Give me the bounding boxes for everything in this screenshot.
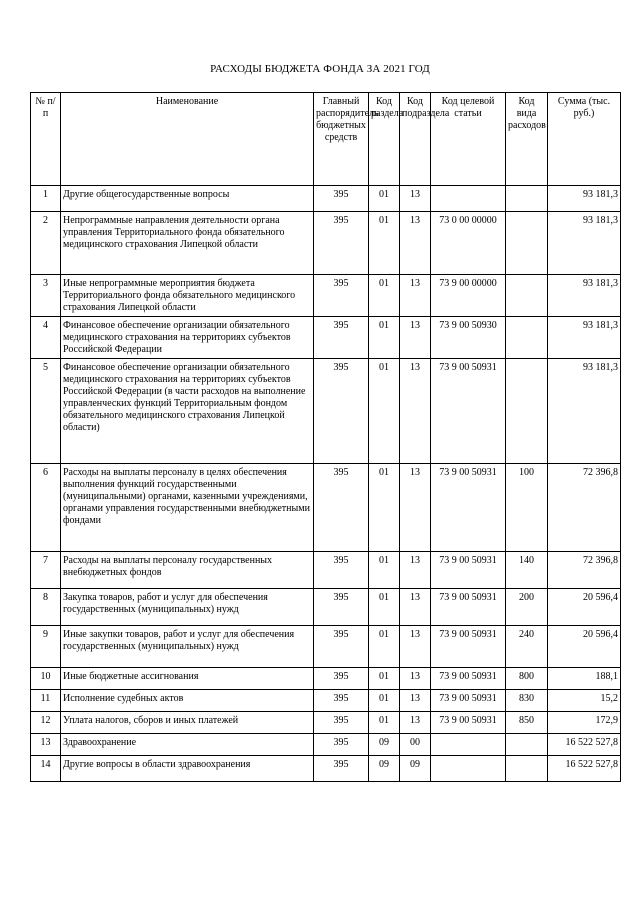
subsection-code-cell: 13	[400, 359, 431, 464]
row-number-cell: 3	[31, 275, 61, 317]
chief-administrator-cell: 395	[314, 734, 369, 756]
chief-administrator-cell: 395	[314, 756, 369, 782]
section-code-cell: 01	[369, 626, 400, 668]
amount-cell: 188,1	[548, 668, 621, 690]
target-article-code-cell	[431, 186, 506, 212]
row-number-cell: 13	[31, 734, 61, 756]
subsection-code-cell: 13	[400, 212, 431, 275]
table-row	[31, 626, 621, 668]
column-header-section-code: Код раздела	[369, 93, 400, 186]
amount-cell: 20 596,4	[548, 626, 621, 668]
table-row	[31, 212, 621, 275]
subsection-code-cell: 13	[400, 690, 431, 712]
row-number-cell: 4	[31, 317, 61, 359]
chief-administrator-cell: 395	[314, 626, 369, 668]
column-header-expense-type-code: Код вида расходов	[506, 93, 548, 186]
expense-type-code-cell	[506, 734, 548, 756]
expense-name-cell: Расходы на выплаты персоналу в целях обеспечения выполнения функций государственными (муниципальными) органами, казенными учреждениями, органами управления государственными внебюджетными фондами	[61, 464, 314, 552]
row-number-cell: 1	[31, 186, 61, 212]
subsection-code-cell: 13	[400, 317, 431, 359]
section-code-cell: 09	[369, 734, 400, 756]
target-article-code-cell: 73 9 00 50931	[431, 690, 506, 712]
row-number-cell: 5	[31, 359, 61, 464]
table-row	[31, 589, 621, 626]
subsection-code-cell: 00	[400, 734, 431, 756]
amount-cell: 93 181,3	[548, 317, 621, 359]
row-number-cell: 12	[31, 712, 61, 734]
expense-name-cell: Непрограммные направления деятельности органа управления Территориального фонда обязательного медицинского страхования Липецкой области	[61, 212, 314, 275]
target-article-code-cell: 73 9 00 50931	[431, 626, 506, 668]
row-number-cell: 11	[31, 690, 61, 712]
chief-administrator-cell: 395	[314, 552, 369, 589]
target-article-code-cell	[431, 734, 506, 756]
chief-administrator-cell: 395	[314, 690, 369, 712]
section-code-cell: 09	[369, 756, 400, 782]
amount-cell: 172,9	[548, 712, 621, 734]
subsection-code-cell: 13	[400, 712, 431, 734]
column-header-name: Наименование	[61, 93, 314, 186]
subsection-code-cell: 13	[400, 668, 431, 690]
expense-name-cell: Иные непрограммные мероприятия бюджета Территориального фонда обязательного медицинского страхования Липецкой области	[61, 275, 314, 317]
table-row	[31, 712, 621, 734]
row-number-cell: 10	[31, 668, 61, 690]
column-header-amount: Сумма (тыс. руб.)	[548, 93, 621, 186]
target-article-code-cell: 73 9 00 50931	[431, 464, 506, 552]
section-code-cell: 01	[369, 186, 400, 212]
chief-administrator-cell: 395	[314, 212, 369, 275]
expense-type-code-cell: 100	[506, 464, 548, 552]
target-article-code-cell: 73 9 00 50931	[431, 589, 506, 626]
table-row	[31, 734, 621, 756]
expense-type-code-cell	[506, 317, 548, 359]
amount-cell: 16 522 527,8	[548, 756, 621, 782]
amount-cell: 72 396,8	[548, 464, 621, 552]
column-header-number: № п/п	[31, 93, 61, 186]
row-number-cell: 2	[31, 212, 61, 275]
chief-administrator-cell: 395	[314, 712, 369, 734]
subsection-code-cell: 13	[400, 589, 431, 626]
expense-name-cell: Иные закупки товаров, работ и услуг для обеспечения государственных (муниципальных) нужд	[61, 626, 314, 668]
table-row	[31, 668, 621, 690]
row-number-cell: 7	[31, 552, 61, 589]
table-row	[31, 552, 621, 589]
table-row	[31, 275, 621, 317]
amount-cell: 93 181,3	[548, 186, 621, 212]
target-article-code-cell	[431, 756, 506, 782]
amount-cell: 93 181,3	[548, 275, 621, 317]
row-number-cell: 9	[31, 626, 61, 668]
subsection-code-cell: 13	[400, 464, 431, 552]
column-header-chief-administrator: Главный распорядитель бюджетных средств	[314, 93, 369, 186]
chief-administrator-cell: 395	[314, 359, 369, 464]
expense-type-code-cell	[506, 275, 548, 317]
table-header-row	[31, 93, 621, 186]
table-row	[31, 317, 621, 359]
row-number-cell: 8	[31, 589, 61, 626]
target-article-code-cell: 73 9 00 50931	[431, 712, 506, 734]
section-code-cell: 01	[369, 464, 400, 552]
expense-type-code-cell: 800	[506, 668, 548, 690]
chief-administrator-cell: 395	[314, 317, 369, 359]
expense-name-cell: Иные бюджетные ассигнования	[61, 668, 314, 690]
table-row	[31, 690, 621, 712]
expense-name-cell: Другие вопросы в области здравоохранения	[61, 756, 314, 782]
subsection-code-cell: 13	[400, 552, 431, 589]
document-title: РАСХОДЫ БЮДЖЕТА ФОНДА ЗА 2021 ГОД	[210, 63, 430, 75]
section-code-cell: 01	[369, 359, 400, 464]
section-code-cell: 01	[369, 712, 400, 734]
section-code-cell: 01	[369, 275, 400, 317]
amount-cell: 93 181,3	[548, 212, 621, 275]
expense-name-cell: Уплата налогов, сборов и иных платежей	[61, 712, 314, 734]
target-article-code-cell: 73 9 00 00000	[431, 275, 506, 317]
expense-type-code-cell: 200	[506, 589, 548, 626]
table-row	[31, 359, 621, 464]
section-code-cell: 01	[369, 317, 400, 359]
column-header-target-article-code: Код целевой статьи	[431, 93, 506, 186]
target-article-code-cell: 73 9 00 50930	[431, 317, 506, 359]
section-code-cell: 01	[369, 589, 400, 626]
expense-name-cell: Финансовое обеспечение организации обязательного медицинского страхования на территориях субъектов Российской Федерации	[61, 317, 314, 359]
expense-type-code-cell: 830	[506, 690, 548, 712]
expense-type-code-cell	[506, 186, 548, 212]
expense-type-code-cell	[506, 359, 548, 464]
target-article-code-cell: 73 0 00 00000	[431, 212, 506, 275]
subsection-code-cell: 13	[400, 626, 431, 668]
expense-name-cell: Расходы на выплаты персоналу государственных внебюджетных фондов	[61, 552, 314, 589]
section-code-cell: 01	[369, 668, 400, 690]
table-row	[31, 756, 621, 782]
chief-administrator-cell: 395	[314, 464, 369, 552]
amount-cell: 72 396,8	[548, 552, 621, 589]
expense-name-cell: Закупка товаров, работ и услуг для обеспечения государственных (муниципальных) нужд	[61, 589, 314, 626]
target-article-code-cell: 73 9 00 50931	[431, 552, 506, 589]
column-header-subsection-code: Код подраздела	[400, 93, 431, 186]
expense-type-code-cell	[506, 212, 548, 275]
row-number-cell: 14	[31, 756, 61, 782]
budget-expenses-table	[30, 92, 621, 782]
subsection-code-cell: 09	[400, 756, 431, 782]
section-code-cell: 01	[369, 552, 400, 589]
expense-name-cell: Исполнение судебных актов	[61, 690, 314, 712]
chief-administrator-cell: 395	[314, 275, 369, 317]
chief-administrator-cell: 395	[314, 589, 369, 626]
section-code-cell: 01	[369, 212, 400, 275]
subsection-code-cell: 13	[400, 275, 431, 317]
expense-type-code-cell: 240	[506, 626, 548, 668]
expense-type-code-cell: 850	[506, 712, 548, 734]
target-article-code-cell: 73 9 00 50931	[431, 668, 506, 690]
expense-type-code-cell	[506, 756, 548, 782]
chief-administrator-cell: 395	[314, 186, 369, 212]
expense-name-cell: Другие общегосударственные вопросы	[61, 186, 314, 212]
chief-administrator-cell: 395	[314, 668, 369, 690]
table-row	[31, 186, 621, 212]
expense-name-cell: Здравоохранение	[61, 734, 314, 756]
expense-type-code-cell: 140	[506, 552, 548, 589]
amount-cell: 20 596,4	[548, 589, 621, 626]
target-article-code-cell: 73 9 00 50931	[431, 359, 506, 464]
section-code-cell: 01	[369, 690, 400, 712]
expense-name-cell: Финансовое обеспечение организации обязательного медицинского страхования на территориях субъектов Российской Федерации (в части расходов на выполнение управленческих функций Территориальным фондом обязательного медицинского страхования Липецкой области)	[61, 359, 314, 464]
amount-cell: 16 522 527,8	[548, 734, 621, 756]
row-number-cell: 6	[31, 464, 61, 552]
subsection-code-cell: 13	[400, 186, 431, 212]
table-row	[31, 464, 621, 552]
amount-cell: 93 181,3	[548, 359, 621, 464]
amount-cell: 15,2	[548, 690, 621, 712]
